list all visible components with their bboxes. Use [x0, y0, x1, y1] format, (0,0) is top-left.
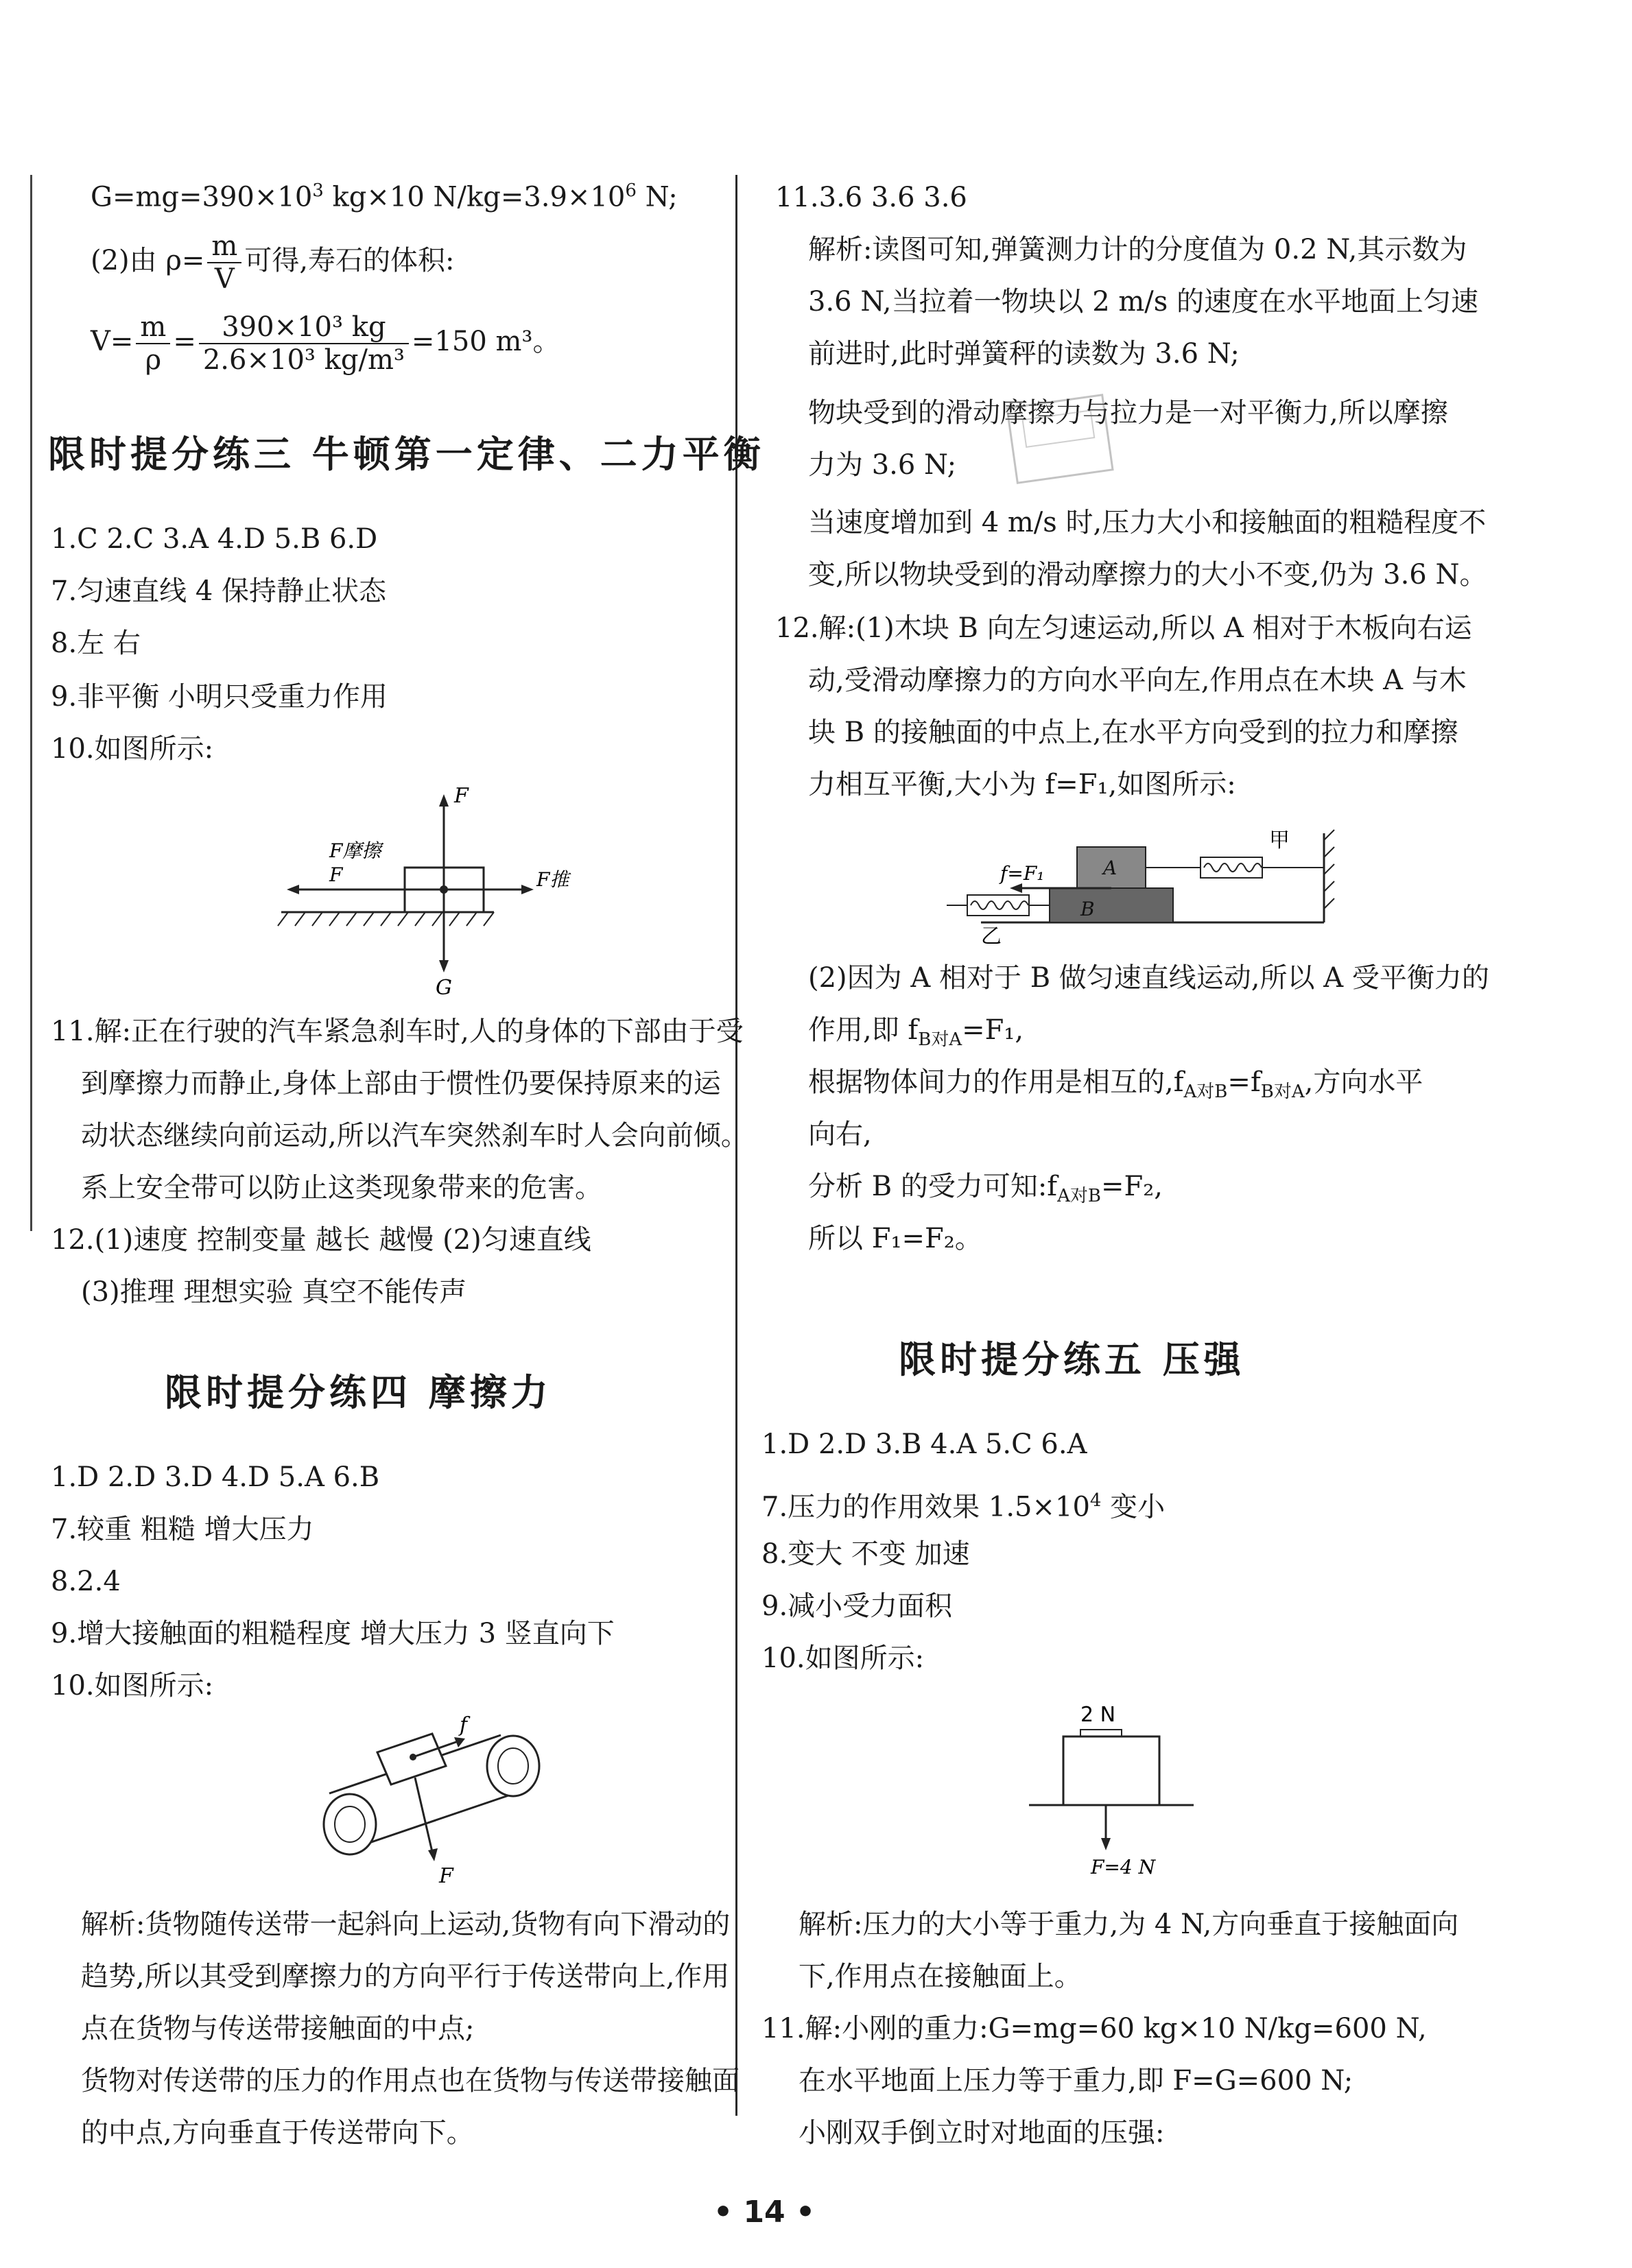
r12-line6: 作用,即 $f_{B对A}=F_1$, — [808, 1014, 1024, 1050]
s3-answer-12-line1: 12.(1)速度 控制变量 越长 越慢 (2)匀速直线 — [51, 1224, 591, 1256]
s4-analysis-line2: 趋势,所以其受到摩擦力的方向平行于传送带向上,作用 — [81, 1961, 730, 1992]
section-title-4: 限时提分练四 摩擦力 — [165, 1371, 552, 1414]
fig3-label-f: f=F₁ — [1000, 862, 1045, 885]
r12-line9: 分析 B 的受力可知$:f_{A对B}=F_2$, — [808, 1171, 1163, 1206]
r11-analysis-line4: 物块受到的滑动摩擦力与拉力是一对平衡力,所以摩擦 — [808, 397, 1448, 429]
fig4-label-top: 2 N — [1080, 1703, 1116, 1727]
fig1-label-G: G — [436, 976, 452, 1000]
s3-answer-11-line3: 动状态继续向前运动,所以汽车突然刹车时人会向前倾。 — [81, 1120, 748, 1151]
s5-answer-9: 9.减小受力面积 — [761, 1590, 953, 1622]
r11-analysis-line7: 变,所以物块受到的滑动摩擦力的大小不变,仍为 3.6 N。 — [808, 559, 1487, 590]
r11-analysis-line5: 力为 3.6 N; — [808, 449, 957, 481]
r12-line8: 向右, — [808, 1119, 872, 1150]
s3-answer-10: 10.如图所示: — [51, 733, 214, 765]
pressure-diagram — [1029, 1694, 1249, 1900]
page-number: • 14 • — [713, 2195, 816, 2230]
fig3-label-B: B — [1080, 898, 1095, 920]
conveyor-diagram — [274, 1715, 563, 1893]
s4-analysis-line5: 的中点,方向垂直于传送带向下。 — [81, 2117, 474, 2149]
s5-answer-11-line1: 11.解:小刚的重力:G=mg=60 kg×10 N/kg=600 N, — [761, 2013, 1427, 2044]
fig3-label-jia: 甲 — [1269, 828, 1290, 852]
r12-line1: 12.解:(1)木块 B 向左匀速运动,所以 A 相对于木板向右运 — [775, 612, 1472, 644]
s5-answer-11-line2: 在水平地面上压力等于重力,即 F=G=600 N; — [799, 2065, 1353, 2097]
gravity-equation: $G=mg=390\times 10^3$ kg×10 $N/kg=3.9\times 10^6$ N; — [91, 180, 678, 213]
fig3-label-yi: 乙 — [981, 924, 1002, 948]
section-title-5: 限时提分练五 压强 — [899, 1338, 1245, 1381]
s4-analysis-line4: 货物对传送带的压力的作用点也在货物与传送带接触面 — [81, 2065, 740, 2097]
s4-answer-9: 9.增大接触面的粗糙程度 增大压力 3 竖直向下 — [51, 1618, 615, 1649]
fig1-label-F: F — [454, 784, 469, 808]
s4-analysis-line1: 解析:货物随传送带一起斜向上运动,货物有向下滑动的 — [81, 1909, 731, 1940]
s3-answer-11-line4: 系上安全带可以防止这类现象带来的危害。 — [81, 1172, 602, 1204]
volume-equation: V= $\frac{m}{\rho}$ = $\frac{\text{390×10³ kg}}{\text{2.6×10³ kg/m³}}$ =150 m³。 — [91, 311, 560, 376]
force-diagram-box — [274, 782, 576, 1001]
r11-analysis-line6: 当速度增加到 4 m/s 时,压力大小和接触面的粗糙程度不 — [808, 507, 1487, 538]
s5-answer-11-line3: 小刚双手倒立时对地面的压强: — [799, 2117, 1165, 2149]
s3-answer-9: 9.非平衡 小明只受重力作用 — [51, 681, 388, 713]
r11-analysis-line2: 3.6 N,当拉着一物块以 2 m/s 的速度在水平地面上匀速 — [808, 286, 1479, 318]
s3-choice-answers: 1.C 2.C 3.A 4.D 5.B 6.D — [51, 523, 378, 555]
r12-line3: 块 B 的接触面的中点上,在水平方向受到的拉力和摩擦 — [808, 717, 1458, 748]
s4-answer-8: 8.2.4 — [51, 1566, 121, 1597]
s5-analysis-line2: 下,作用点在接触面上。 — [799, 1961, 1082, 1992]
s5-answer-7: 7.压力的作用效果 $1.5\times 10^4$ 变小 — [761, 1490, 1166, 1523]
density-formula-line: (2)由 ρ= $\frac{m}{V}$ 可得,寿石的体积: — [91, 230, 455, 295]
r11-analysis-line3: 前进时,此时弹簧秤的读数为 3.6 N; — [808, 338, 1240, 370]
watermark-stamp — [998, 387, 1122, 497]
section-title-3: 限时提分练三 牛顿第一定律、二力平衡 — [48, 433, 765, 476]
s3-answer-11-line1: 11.解:正在行驶的汽车紧急刹车时,人的身体的下部由于受 — [51, 1016, 744, 1047]
fig1-label-friction: F摩擦 — [329, 839, 381, 862]
r12-line2: 动,受滑动摩擦力的方向水平向左,作用点在木块 A 与木 — [808, 665, 1467, 696]
r12-line7: 根据物体间力的作用是相互的$,f_{A对B}=f_{B对A}$,方向水平 — [808, 1066, 1423, 1102]
r12-line10: 所以 F₁=F₂。 — [808, 1223, 982, 1254]
r12-line4: 力相互平衡,大小为 f=F₁,如图所示: — [808, 769, 1236, 800]
blocks-spring-diagram — [940, 820, 1351, 950]
s5-answer-8: 8.变大 不变 加速 — [761, 1538, 970, 1570]
r-answer-11: 11.3.6 3.6 3.6 — [775, 182, 967, 213]
fig2-label-F: F — [439, 1864, 453, 1888]
s4-answer-10: 10.如图所示: — [51, 1670, 214, 1702]
s3-answer-7: 7.匀速直线 4 保持静止状态 — [51, 575, 387, 607]
s5-answer-10: 10.如图所示: — [761, 1643, 925, 1674]
s3-answer-12-line2: (3)推理 理想实验 真空不能传声 — [81, 1276, 467, 1308]
fig3-label-A: A — [1103, 857, 1117, 879]
fig4-label-bottom: F=4 N — [1091, 1856, 1156, 1878]
fig1-label-push: F推 — [536, 868, 569, 891]
s4-analysis-line3: 点在货物与传送带接触面的中点; — [81, 2013, 475, 2044]
left-margin-line — [30, 175, 32, 1231]
s4-choice-answers: 1.D 2.D 3.D 4.D 5.A 6.B — [51, 1461, 380, 1493]
s3-answer-8: 8.左 右 — [51, 628, 141, 659]
s4-answer-7: 7.较重 粗糙 增大压力 — [51, 1514, 314, 1545]
fig1-label-Fleft: F — [329, 863, 343, 886]
r11-analysis-line1: 解析:读图可知,弹簧测力计的分度值为 0.2 N,其示数为 — [808, 234, 1467, 265]
s5-analysis-line1: 解析:压力的大小等于重力,为 4 N,方向垂直于接触面向 — [799, 1909, 1459, 1940]
s3-answer-11-line2: 到摩擦力而静止,身体上部由于惯性仍要保持原来的运 — [81, 1068, 721, 1099]
r12-line5: (2)因为 A 相对于 B 做匀速直线运动,所以 A 受平衡力的 — [808, 962, 1489, 994]
s5-choice-answers: 1.D 2.D 3.B 4.A 5.C 6.A — [761, 1429, 1087, 1460]
fig2-label-f: f — [460, 1715, 468, 1737]
